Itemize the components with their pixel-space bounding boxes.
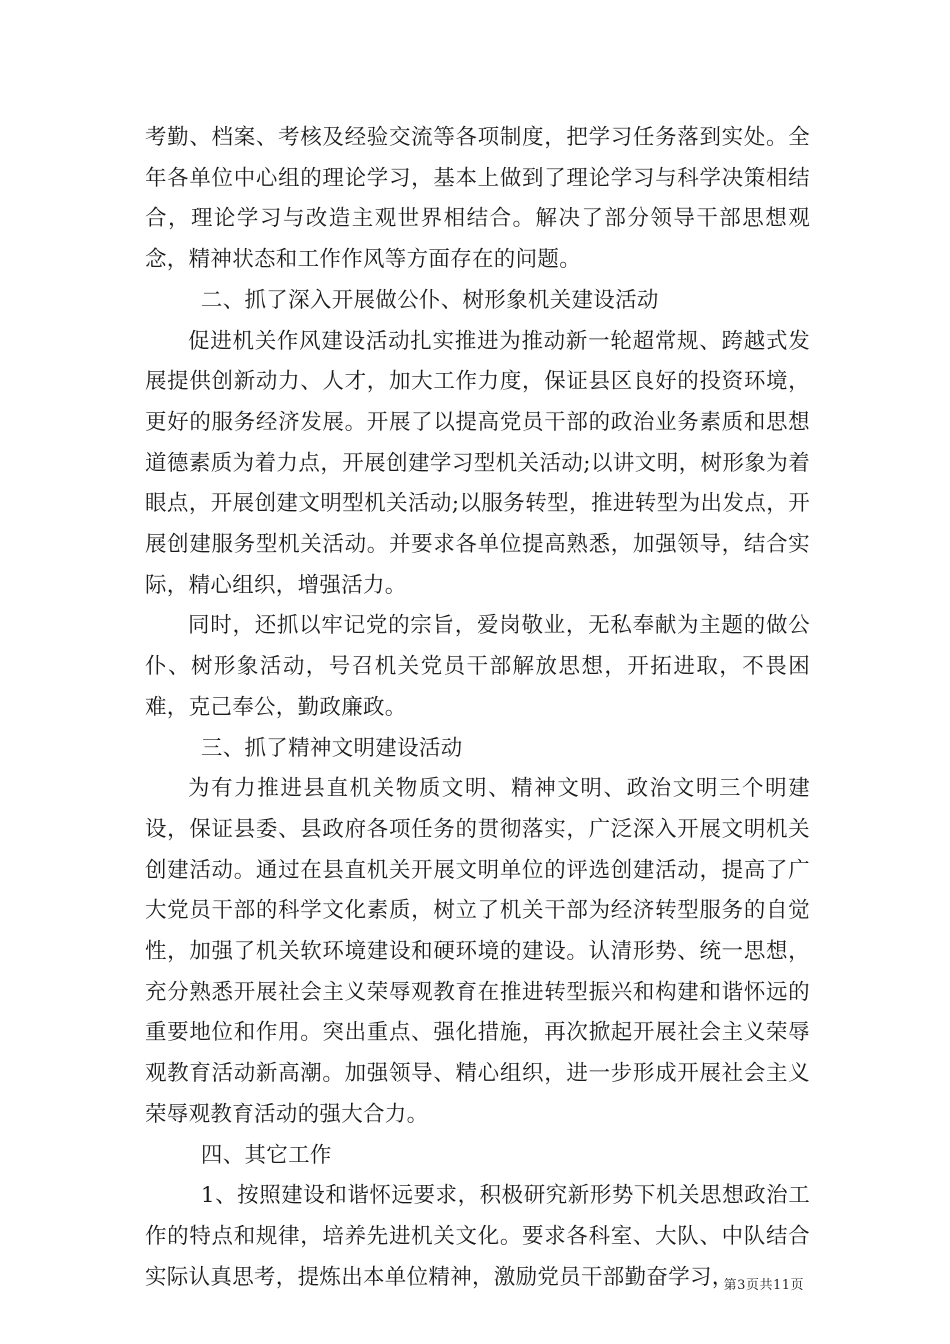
document-body [145,118,810,1298]
paragraph-continuation: 考勤、档案、考核及经验交流等各项制度，把学习任务落到实处。全年各单位中心组的理论学习，基本上做到了理论学习与科学决策相结合，理论学习与改造主观世界相结合。解决了部分领导干部思想观念，精神状态和工作作风等方面存在的问题。 [145,125,810,273]
page-number: 第3页共11页 [723,1278,804,1293]
list-item: 1、按照建设和谐怀远要求，积极研究新形势下机关思想政治工作的特点和规律，培养先进机关文化。要求各科室、大队、中队结合实际认真思考，提炼出本单位精神，激励党员干部勤奋学习， [145,1183,810,1290]
paragraph: 促进机关作风建设活动扎实推进为推动新一轮超常规、跨越式发展提供创新动力、人才，加大工作力度，保证县区良好的投资环境，更好的服务经济发展。开展了以提高党员干部的政治业务素质和思想道德素质为着力点，开展创建学习型机关活动;以讲文明，树形象为着眼点，开展创建文明型机关活动;以服务转型，推进转型为出发点，开展创建服务型机关活动。并要求各单位提高熟悉，加强领导，结合实际，精心组织，增强活力。 [145,328,810,598]
section-heading-2: 二、抓了深入开展做公仆、树形象机关建设活动 [200,287,659,313]
section-heading-3: 三、抓了精神文明建设活动 [200,735,463,761]
section-heading-4: 四、其它工作 [200,1142,332,1168]
paragraph: 为有力推进县直机关物质文明、精神文明、政治文明三个明建设，保证县委、县政府各项任务的贯彻落实，广泛深入开展文明机关创建活动。通过在县直机关开展文明单位的评选创建活动，提高了广大党员干部的科学文化素质，树立了机关干部为经济转型服务的自觉性，加强了机关软环境建设和硬环境的建设。认清形势、统一思想，充分熟悉开展社会主义荣辱观教育在推进转型振兴和构建和谐怀远的重要地位和作用。突出重点、强化措施，再次掀起开展社会主义荣辱观教育活动新高潮。加强领导、精心组织，进一步形成开展社会主义荣辱观教育活动的强大合力。 [145,776,810,1127]
paragraph: 同时，还抓以牢记党的宗旨，爱岗敬业，无私奉献为主题的做公仆、树形象活动，号召机关党员干部解放思想，开拓进取，不畏困难，克己奉公，勤政廉政。 [145,613,810,720]
